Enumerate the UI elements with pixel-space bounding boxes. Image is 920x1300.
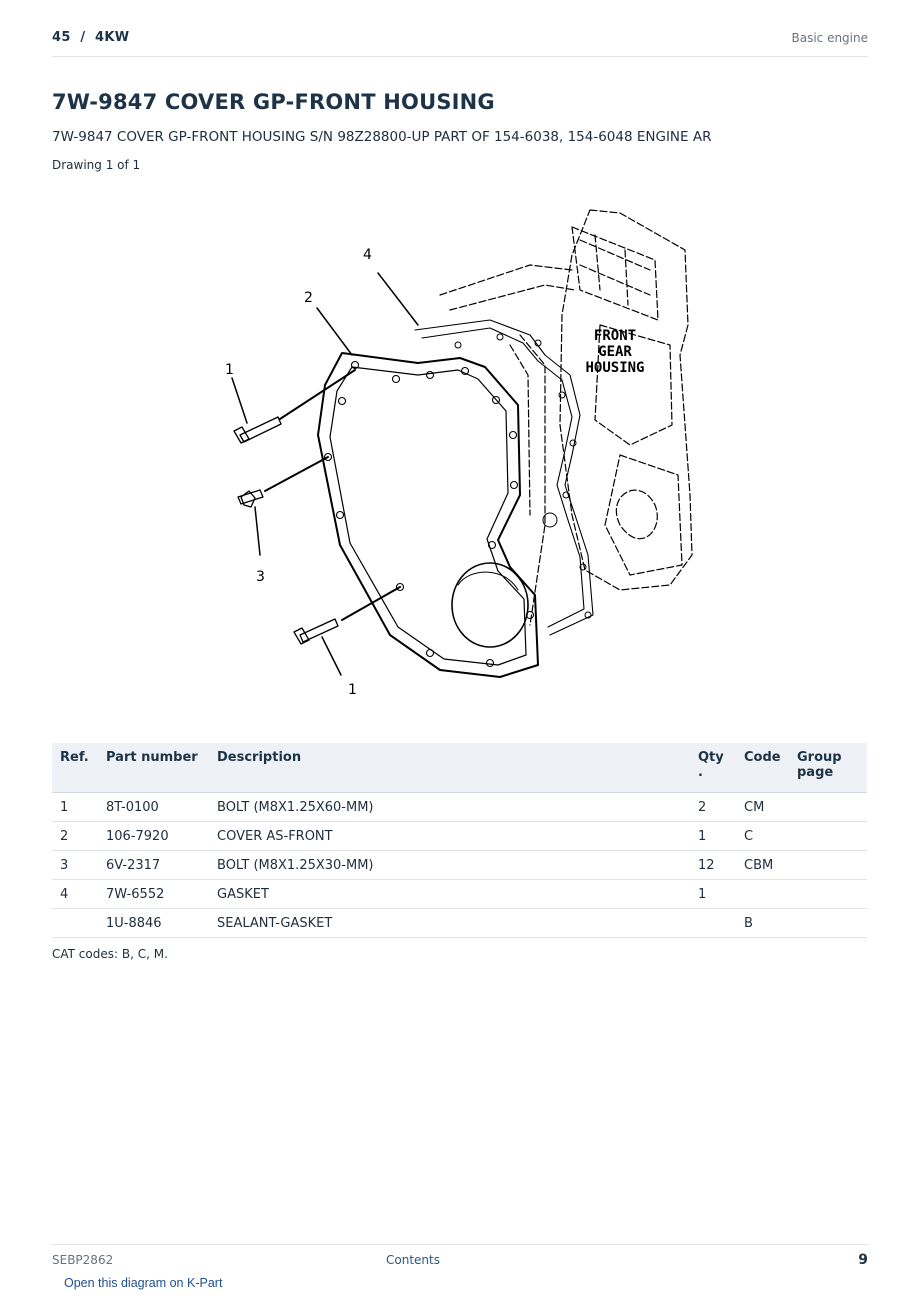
cell-qty: 12 — [690, 851, 736, 880]
callout-2: 2 — [304, 290, 313, 306]
cell-qty: 1 — [690, 822, 736, 851]
cell-code: C — [736, 822, 789, 851]
cell-code — [736, 880, 789, 909]
footer-divider — [52, 1244, 868, 1245]
callout-1-lower: 1 — [348, 682, 357, 698]
parts-diagram — [200, 195, 720, 715]
housing-label-line1: FRONT — [593, 328, 637, 344]
drawing-count: Drawing 1 of 1 — [52, 158, 141, 172]
gasket-outline — [415, 320, 593, 635]
cat-codes-note: CAT codes: B, C, M. — [52, 947, 168, 961]
callout-4: 4 — [363, 247, 372, 263]
cell-part-number: 1U-8846 — [98, 909, 209, 938]
cell-part-number: 8T-0100 — [98, 793, 209, 822]
cell-qty — [690, 909, 736, 938]
cell-group-page — [789, 793, 867, 822]
cell-ref: 1 — [52, 793, 98, 822]
housing-label-line3: HOUSING — [585, 360, 645, 376]
cell-qty: 1 — [690, 880, 736, 909]
cell-group-page — [789, 822, 867, 851]
open-kpart-link[interactable]: Open this diagram on K-Part — [64, 1276, 223, 1290]
cell-part-number: 7W-6552 — [98, 880, 209, 909]
front-gear-housing — [440, 210, 692, 625]
table-row — [52, 880, 867, 909]
page-number: 9 — [858, 1252, 868, 1268]
category-label: Basic engine — [791, 31, 868, 45]
housing-label-line2: GEAR — [598, 344, 632, 360]
cell-code: CBM — [736, 851, 789, 880]
cell-group-page — [789, 880, 867, 909]
cell-group-page — [789, 909, 867, 938]
cell-description: COVER AS-FRONT — [209, 822, 690, 851]
cell-description: BOLT (M8X1.25X30-MM) — [209, 851, 690, 880]
cell-code: CM — [736, 793, 789, 822]
page-title: 7W-9847 COVER GP-FRONT HOUSING — [52, 90, 495, 114]
col-code: Code — [736, 743, 789, 793]
document-id: SEBP2862 — [52, 1253, 114, 1267]
table-row — [52, 793, 867, 822]
cell-ref — [52, 909, 98, 938]
parts-table — [52, 743, 867, 938]
table-header-row — [52, 743, 867, 793]
front-cover — [318, 353, 538, 677]
col-group-page: Group page — [789, 743, 867, 793]
cell-qty: 2 — [690, 793, 736, 822]
callout-1-upper: 1 — [225, 362, 234, 378]
col-description: Description — [209, 743, 690, 793]
col-ref: Ref. — [52, 743, 98, 793]
cell-ref: 2 — [52, 822, 98, 851]
table-row — [52, 851, 867, 880]
table-row — [52, 822, 867, 851]
page-header — [52, 28, 868, 57]
cell-part-number: 106-7920 — [98, 822, 209, 851]
col-qty: Qty . — [690, 743, 736, 793]
cell-group-page — [789, 851, 867, 880]
contents-link[interactable]: Contents — [386, 1253, 440, 1267]
bolt-lower — [294, 587, 400, 644]
callout-3: 3 — [256, 569, 265, 585]
cell-ref: 3 — [52, 851, 98, 880]
cell-ref: 4 — [52, 880, 98, 909]
cell-description: SEALANT-GASKET — [209, 909, 690, 938]
cell-description: BOLT (M8X1.25X60-MM) — [209, 793, 690, 822]
page-subtitle: 7W-9847 COVER GP-FRONT HOUSING S/N 98Z28800-UP PART OF 154-6038, 154-6048 ENGINE AR — [52, 129, 712, 145]
bolt-middle — [238, 457, 328, 507]
cell-description: GASKET — [209, 880, 690, 909]
section-breadcrumb: 45 / 4KW — [52, 30, 130, 45]
table-row — [52, 909, 867, 938]
cell-part-number: 6V-2317 — [98, 851, 209, 880]
cell-code: B — [736, 909, 789, 938]
bolt-upper — [234, 370, 355, 443]
col-part-number: Part number — [98, 743, 209, 793]
